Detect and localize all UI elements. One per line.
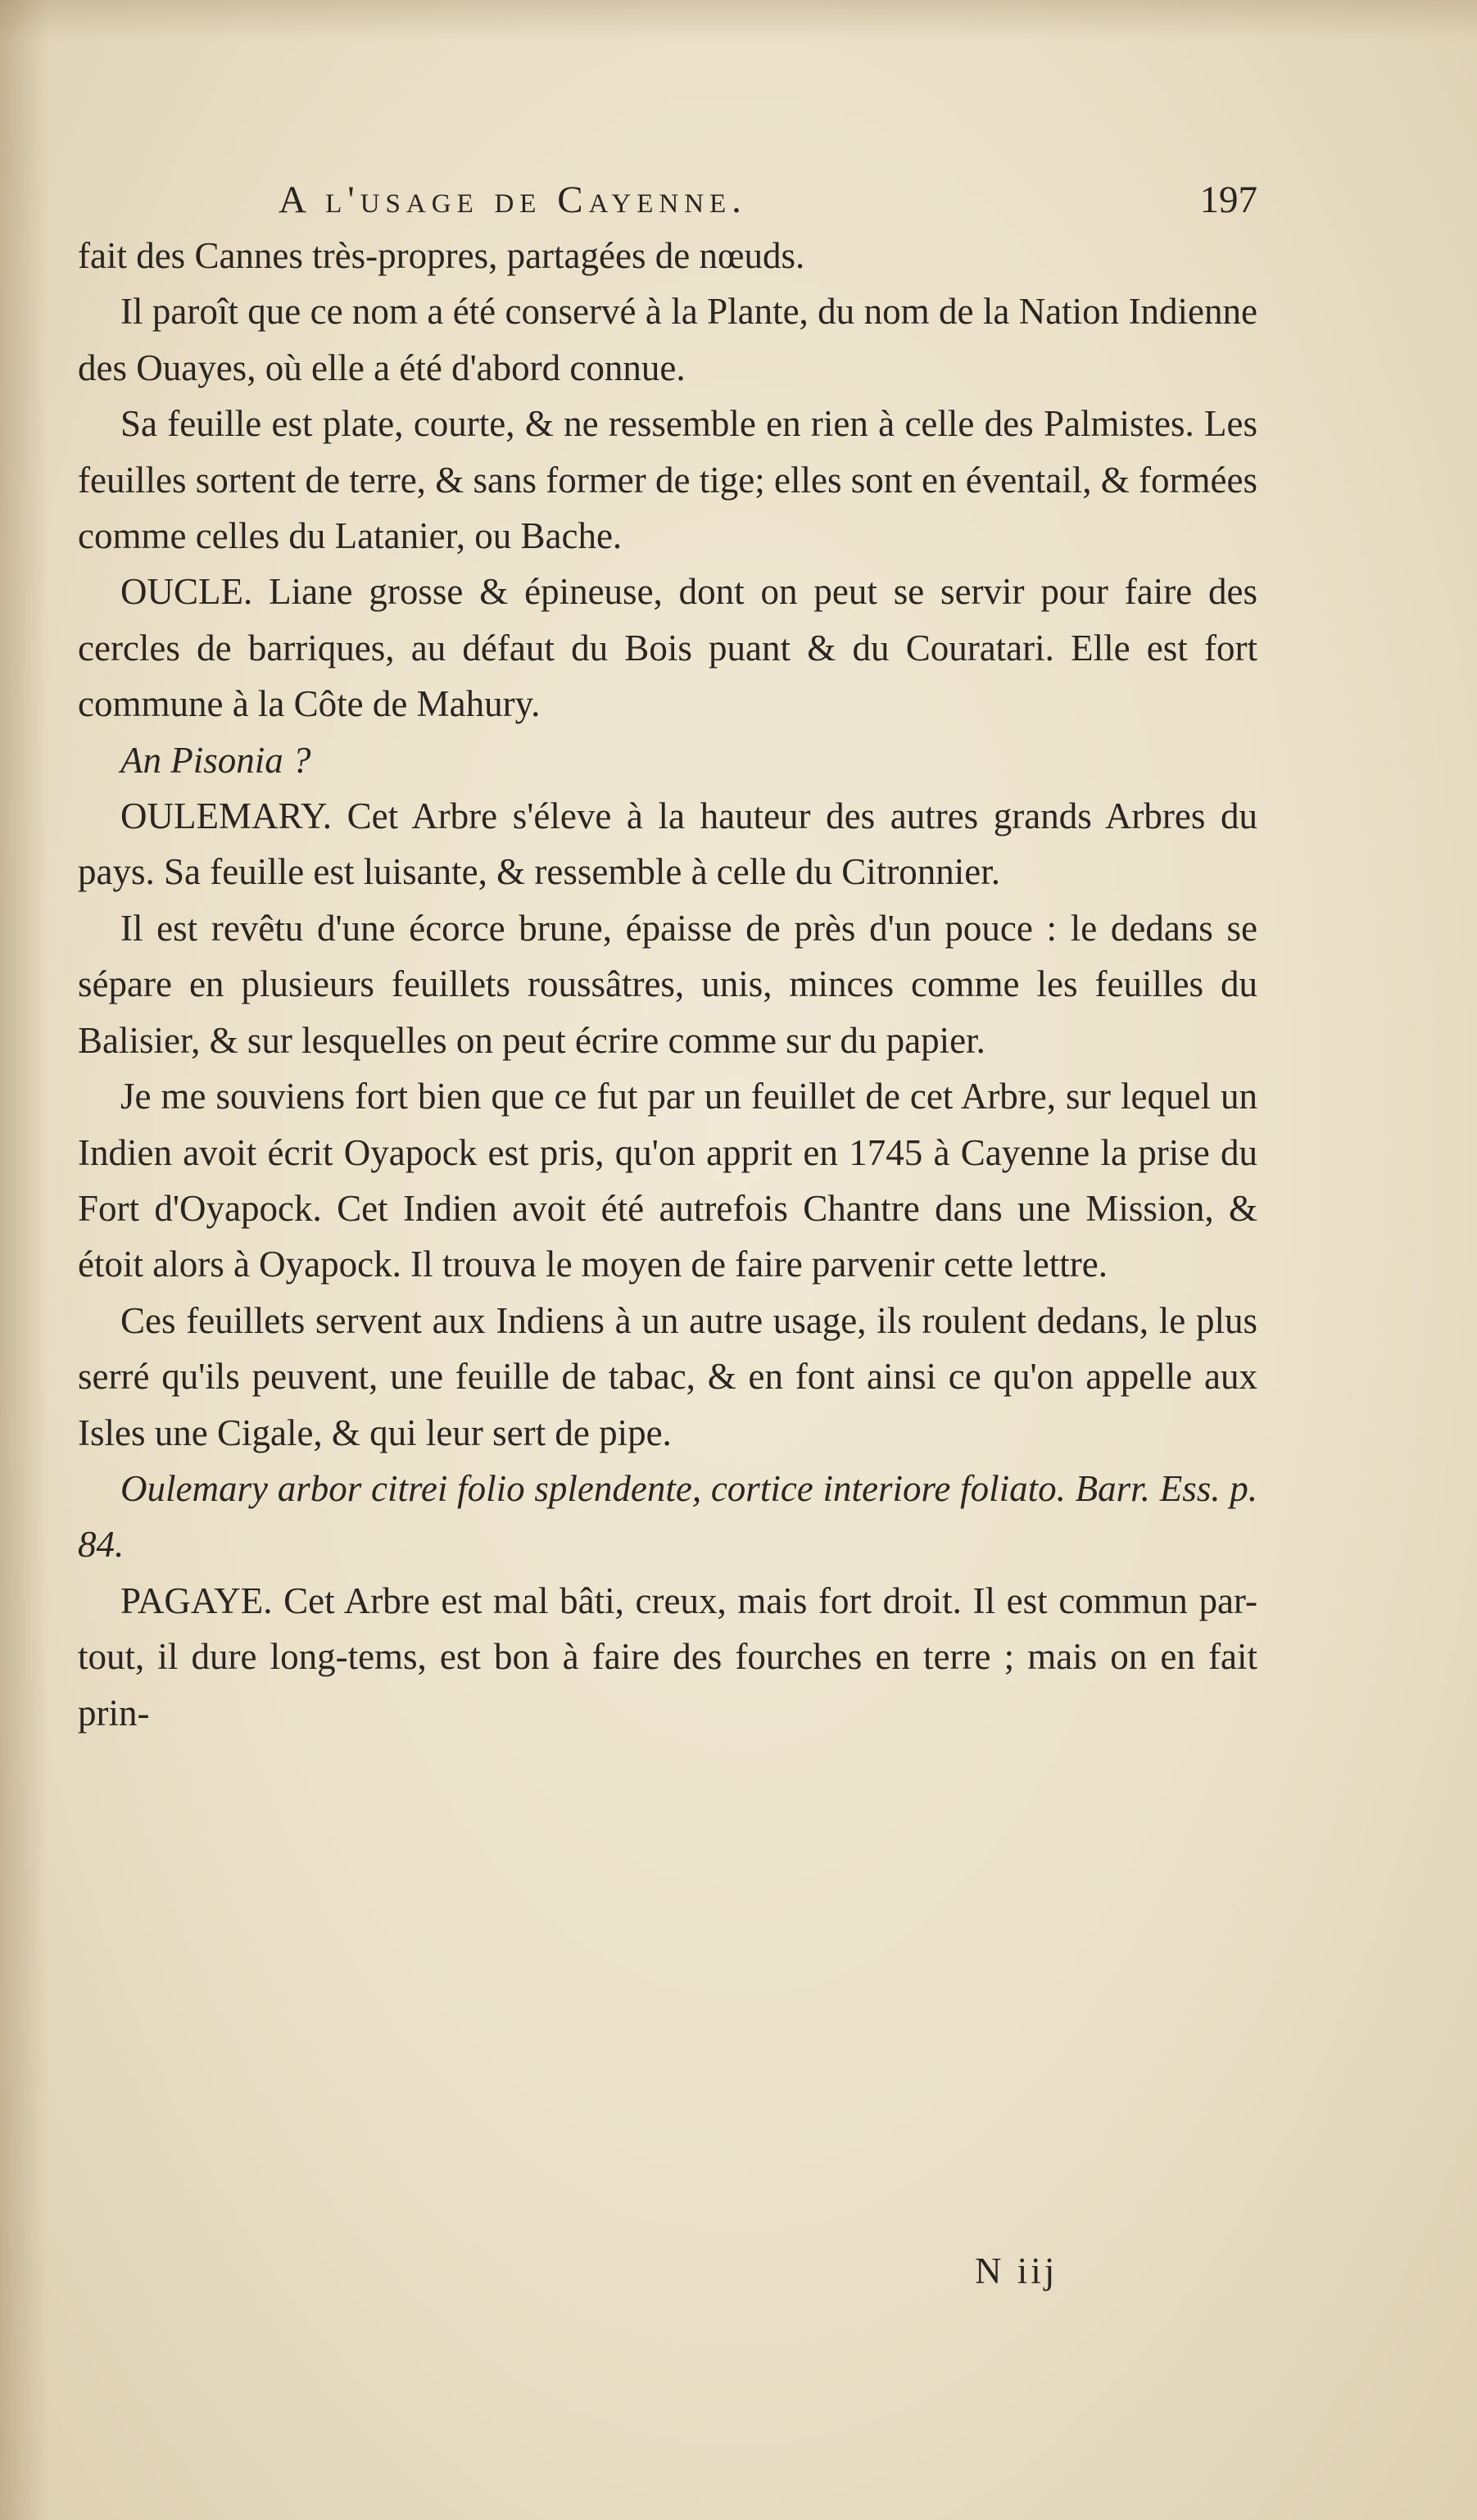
paragraph-oulemary-bark: Il est revêtu d'une écorce brune, épaisse de près d'un pouce : le dedans se sépare en plusieurs feuillets roussâtres, unis, minces comme les feuilles du Balisier, & sur lesquelles on peut écrire comme sur du papier. [78,907,1257,1061]
paragraph-leaf-description: Sa feuille est plate, courte, & ne ressemble en rien à celle des Palmistes. Les feuilles sortent de terre, & sans former de tige; elles sont en éventail, & formées comme celles du Latanier, ou Bache. [78,403,1257,557]
signature-mark: N iij [975,2250,1058,2291]
paragraph-indian-usage: Ces feuillets servent aux Indiens à un autre usage, ils roulent dedans, le plus serré qu'ils peuvent, une feuille de tabac, & en font ainsi ce qu'on appelle aux Isles une Cigale, & qui leur sert de pipe. [78,1299,1257,1453]
page-number: 197 [1199,179,1257,221]
running-head [78,172,1257,228]
paragraph-oulemary-latin: Oulemary arbor citrei folio splendente, cortice interiore foliato. Barr. Ess. p. 84. [78,1467,1257,1566]
paragraph-pagaye: PAGAYE. Cet Arbre est mal bâti, creux, mais fort droit. Il est commun par-tout, il dure long-tems, est bon à faire des fourches en terre ; mais on en fait prin- [78,1580,1257,1734]
page-body [78,228,1257,1741]
paragraph-name-origin: Il paroît que ce nom a été conservé à la Plante, du nom de la Nation Indienne des Ouayes, où elle a été d'abord connue. [78,291,1257,388]
paragraph-oyapock-anecdote: Je me souviens fort bien que ce fut par un feuillet de cet Arbre, sur lequel un Indien avoit écrit Oyapock est pris, qu'on apprit en 1745 à Cayenne la prise du Fort d'Oyapock. Cet Indien avoit été autrefois Chantre dans une Mission, & étoit alors à Oyapock. Il trouva le moyen de faire parvenir cette lettre. [78,1076,1257,1285]
running-head-title: A l'usage de Cayenne. [279,179,747,221]
page-shadow-left [0,0,49,2520]
paragraph-oucle: OUCLE. Liane grosse & épineuse, dont on peut se servir pour faire des cercles de barriques, au défaut du Bois puant & du Couratari. Elle est fort commune à la Côte de Mahury. [78,571,1257,725]
paragraph-oulemary: OULEMARY. Cet Arbre s'éleve à la hauteur des autres grands Arbres du pays. Sa feuille est luisante, & ressemble à celle du Citronnier. [78,795,1257,893]
page-shadow-top [0,0,1477,41]
paragraph-continuation: fait des Cannes très-propres, partagées de nœuds. [78,235,805,276]
paragraph-oucle-latin: An Pisonia ? [120,739,311,781]
